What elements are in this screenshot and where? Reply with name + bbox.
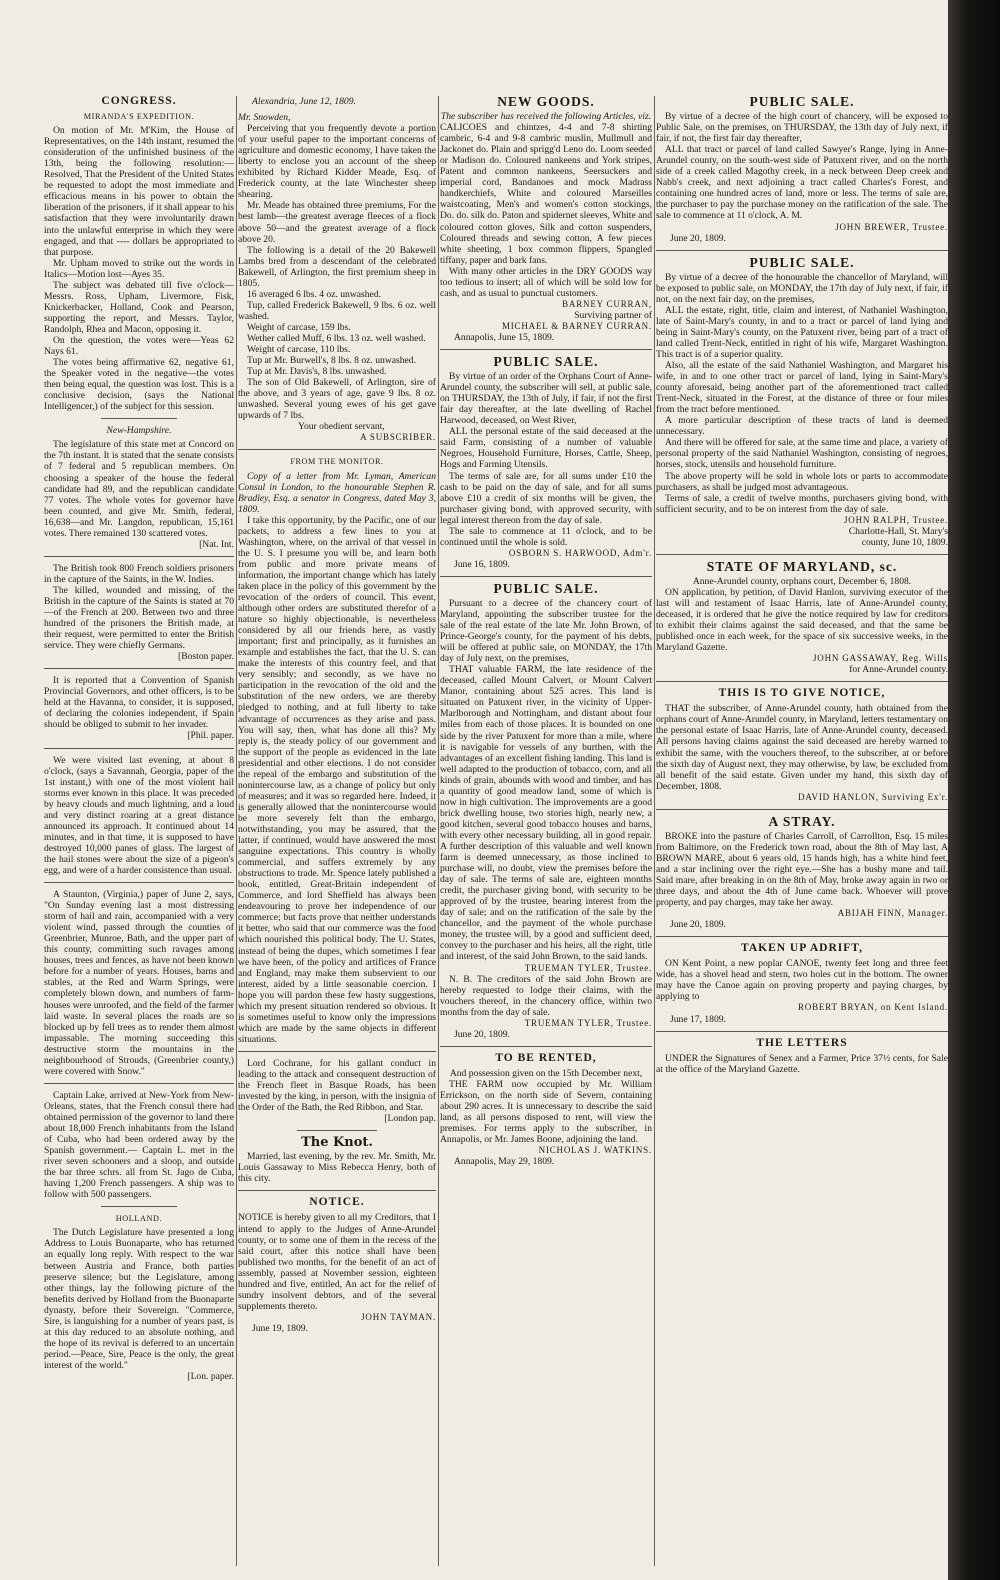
article-text: The subject was debated till five o'clock—Messrs. Ross, Upham, Livermore, Fisk, Knickerbacker, Holland, Cook and Pearson, supporting the report, and Messrs. Taylor, Randolph, Rhea and Macon, opposing it. — [44, 279, 234, 335]
signature: TRUEMAN TYLER, Trustee. — [524, 962, 652, 973]
dateline: Alexandria, June 12, 1809. — [252, 96, 356, 107]
congress-heading: CONGRESS. — [101, 96, 177, 107]
ad-text: BROKE into the pasture of Charles Carroll, of Carrollton, Esq. 15 miles from Baltimore, on the Frederick town road, about the 8th of May last, A BROWN MARE, about 6 years old, 15 hands high, has a white hind feet, and a star inclining over the right eye.—She has a bushy mane and tail. Said mare, after breaking in on the 8th of May, broke away again in two or three days, and about the 4th of June came back. Whoever will prove property, and pay charges, may take her away. — [656, 830, 948, 909]
divider — [101, 1206, 177, 1207]
letter-text: Weight of carcase, 110 lbs. — [247, 344, 351, 356]
source-credit: [Nat. Int. — [199, 538, 234, 550]
divider — [238, 449, 436, 450]
public-sale-heading: PUBLIC SALE. — [493, 354, 599, 370]
divider — [297, 1130, 376, 1131]
new-goods-heading: NEW GOODS. — [497, 96, 595, 109]
to-be-rented-heading: TO BE RENTED, — [495, 1051, 597, 1064]
article-text: It is reported that a Convention of Spanish Provincial Governors, and other officers, is to be held at the Havanna, to consider, it is supposed, of declaring the colonies independent, if Spain should be obliged to submit to her invader. — [44, 675, 234, 731]
article-text: Lord Cochrane, for his gallant conduct in leading to the attack and consequent destruction of the French fleet in Basque Roads, has been invested by the king, in person, with the insignia of the Order of the Bath, the Red Ribbon, and Star. — [238, 1057, 436, 1114]
monitor-heading: FROM THE MONITOR. — [290, 457, 384, 467]
signature: OSBORN S. HARWOOD, Adm'r. — [508, 547, 652, 558]
column-rule — [236, 96, 237, 1566]
letter-text: The son of Old Bakewell, of Arlington, sire of the above, and 3 years of age, gave 9 lbs. 8 oz. unwashed. Several young ewes of his get gave upwards of 7 lbs. — [238, 377, 436, 422]
taken-up-adrift-heading: TAKEN UP ADRIFT, — [741, 942, 863, 955]
court-subhead: Anne-Arundel county, orphans court, December 6, 1808. — [692, 575, 912, 587]
column-rule — [654, 96, 655, 1566]
signature-line: county, June 10, 1809. — [861, 536, 948, 548]
ad-text: The terms of sale are, for all sums under £10 the cash to be paid on the day of sale, and for all sums above £10 a credit of six months will be given, the purchaser giving bond, with approved security, with legal interest thereon from the day of sale. — [440, 470, 652, 526]
public-sale-heading: PUBLIC SALE. — [493, 580, 599, 596]
ad-text: Pursuant to a decree of the chancery court of Maryland, appointing the subscriber trustee for the sale of the real estate of the late Mr. John Brown, of Prince-George's county, for the payment of his debts, will be offered at public sale, on MONDAY, the 17th day of July next, on the premises, — [440, 597, 652, 665]
goods-intro: The subscriber has received the following Articles, viz. — [440, 111, 652, 123]
letter-text: I take this opportunity, by the Pacific, one of our packets, to address a few lines to you at Washington, where, on the arrival of that vessel in the U. S. I presume you will be, and learn both from public and more private means of information, the important change which has lately taken place in the policy of this government by the revocation of the orders of council. This event, although other orders are substituted therefor of a nature so highly objectionable, is nevertheless considered by all our friends here, as vastly important; first and principally, as it furnishes an example and establishes the fact, that the U. S. can make the interests of this country feel, and that very sensibly; and secondly, as we have no participation in the revocation of the old and the substitution of the new orders, we are thereby pledged to nothing, and at full liberty to take advantage of occurrences as they arise and pass. You will say, then, what has done all this? My reply is, the steady policy of our government and the support of the people as evidenced in the late presidential and other elections. I do not consider the repeal of the embargo and substitution of the nonintercourse law, as a change of policy but only of measures; and it was so regarded here. Indeed, it is generally allowed that the nonintercourse would be more severely felt than the embargo, notwithstanding, you may be assured, that the latter, if continued, would have answered the most sanguine expectations. This country is wholly commercial, and suffers extremely by any obstructions to trade. Mr. Spence lately published a book, entitled, Great-Britain independent of Commerce, and lord Sheffield has always been endeavouring to prove her independence of our commerce; but facts prove that neither understands it better, who said that our commerce was the food which nourished this political body. The U. States, instead of being the dupes, which sometimes I fear we have been, of the policy and artifices of France and England, may make them subservient to our interest, aided by a little seasonable coercion. I hope you will pardon these few hasty suggestions, which my present situation rendered so obvious. It is sometimes useful to know only the impressions which are made by the same objects in different situations. — [238, 514, 436, 1045]
letter-text: Tup, called Frederick Bakewell, 9 lbs. 6 oz. well washed. — [238, 299, 436, 322]
signature: ABIJAH FINN, Manager. — [837, 908, 948, 919]
article-text: We were visited last evening, at about 8 o'clock, (says a Savannah, Georgia, paper of the 1st instant,) with one of the most violent hail storms ever known in this place. It was preceded by heavy clouds and much lightning, and a loud and very distinct roaring at a great distance announced its approach. It continued about 14 minutes, and in that time, it is supposed to have destroyed 10,000 panes of glass. The largest of the hail stones were about the size of a pigeon's egg, and were of a harder consistence than usual. — [44, 754, 234, 876]
new-hampshire-heading: New-Hampshire. — [106, 425, 172, 437]
divider — [44, 882, 234, 883]
column-rule — [438, 96, 439, 1566]
ad-text: ON Kent Point, a new poplar CANOE, twenty feet long and three feet wide, has a shovel head and stern, two holes cut in the bottom. The owner may have the Canoe again on proving property and paying charges, by applying to — [656, 958, 948, 1003]
ad-text: With many other articles in the DRY GOODS way too tedious to insert; all of which will be sold low for cash, and as usual to punctual customers. — [440, 265, 652, 299]
divider — [656, 809, 948, 810]
column-3 — [440, 96, 652, 1566]
letter-text: Mr. Meade has obtained three premiums, For the best lamb—the greatest average fleeces of a flock above 50—and the greatest average of a flock above 20. — [238, 200, 436, 245]
ad-text: The sale to commence at 11 o'clock, and to be continued until the whole is sold. — [440, 525, 652, 548]
divider — [238, 1051, 436, 1052]
divider — [440, 1046, 652, 1047]
ad-text: THAT valuable FARM, the late residence of the deceased, called Mount Calvert, or Mount Calvert Manor, containing about 525 acres. This land is situated on Patuxent river, in the vicinity of Upper-Marlborough and Nottingham, and distant about four miles from each of those places. It is bounded on one side by the river Patuxent for more than a mile, where it is navigable for vessels of any burthen, with the advantages of an excellent fishing landing. This land is well adapted to the production of tobacco, corn, and all kinds of grain, abounds with wood and timber, and has a quantity of good meadow land, some of which is now in high cultivation. The improvements are a good brick dwelling house, two stories high, nearly new, a good kitchen, several good tobacco houses and barns, with every other necessary building, all in good repair. A further description of this valuable and well known farm is deemed unnecessary, as those inclined to purchase will, no doubt, view the premises before the day of sale. The terms of sale are, eighteen months credit, the purchaser giving bond, with security to be approved of by the trustee, bearing interest from the day of sale; and on the ratification of the sale by the chancellor, and the payment of the whole purchase money, the trustee will, by a good and sufficient deed, convey to the purchaser and his heirs, all the right, title and interest, of the said John Brown, to the said lands. — [440, 664, 652, 963]
signature: JOHN RALPH, Trustee. — [843, 514, 948, 525]
ad-text: Also, all the estate of the said Nathaniel Washington, and Margaret his wife, in and to one other tract or parcel of land, lying in Saint-Mary's county aforesaid, being another part of the aforementioned tract called Trent-Neck, situated in the Forest, at the distance of three or four miles from the tract before mentioned. — [656, 360, 948, 416]
article-text: On motion of Mr. M'Kim, the House of Representatives, on the 14th instant, resumed the consideration of the unfinished business of the 13th, being the following resolution:— Resolved, That the President of the United States be requested to adopt the most immediate and efficacious means in his power to obtain the liberation of the prisoners, if it shall appear to his satisfaction that they were involuntarily drawn into the unlawful enterprise in which they were engaged, and that ---- dollars be appropriated to that purpose. — [44, 125, 234, 258]
divider — [656, 554, 948, 555]
date: Annapolis, June 15, 1809. — [454, 331, 555, 343]
signature: JOHN GASSAWAY, Reg. Wills — [812, 653, 948, 664]
state-of-maryland-heading: STATE OF MARYLAND, sc. — [706, 558, 898, 574]
date: June 20, 1809. — [670, 232, 726, 244]
article-text: The British took 800 French soldiers prisoners in the capture of the Saints, in the W. Indies. — [44, 562, 234, 585]
ad-text: ALL the estate, right, title, claim and interest, of Nathaniel Washington, late of Saint-Mary's county, in and to a tract or parcel of land lying and being in Saint-Mary's county, on the Patuxent river, being part of a tract of land called Trent-Neck, entitled in right of his wife, Margaret Washington. This tract is of a superior quality. — [656, 304, 948, 360]
date: June 20, 1809. — [670, 919, 726, 931]
letter-text: Perceiving that you frequently devote a portion of your useful paper to the important concerns of agriculture and domestic economy, I have taken the liberty to enclose you an account of the sheep exhibited by Richard Kidder Meade, Esq. of Frederick county, at the late Winchester sheep shearing. — [238, 123, 436, 201]
source-credit: [Phil. paper. — [187, 730, 234, 742]
letter-intro: Copy of a letter from Mr. Lyman, American Consul in London, to the honourable Stephen R. Bradley, Esq. a senator in Congress, dated May 3, 1809. — [238, 470, 436, 515]
article-text: The votes being affirmative 62, negative 61, the Speaker voted in the negative—the votes then being equal, the question was lost. This is a conclusive decision, (says the National Intelligencer,) of the subject for this session. — [44, 357, 234, 413]
divider — [656, 250, 948, 251]
marriage-notice: Married, last evening, by the rev. Mr. Smith, Mr. Louis Gassaway to Miss Rebecca Henry, both of this city. — [238, 1151, 436, 1185]
column-1 — [44, 96, 234, 1566]
letter-text: Tup at Mr. Burwell's, 8 lbs. 8 oz. unwashed. — [247, 355, 416, 367]
signature: NICHOLAS J. WATKINS. — [538, 1145, 652, 1156]
signature: TRUEMAN TYLER, Trustee. — [524, 1017, 652, 1028]
article-text: Mr. Upham moved to strike out the words in Italics—Motion lost—Ayes 35. — [44, 257, 234, 280]
signature: DAVID HANLON, Surviving Ex'r. — [798, 791, 948, 802]
article-text: The killed, wounded and missing, of the British in the capture of the Saints is stated at 70—of the French at 200. Between two and three hundred of the prisoners the British made, at their request, were permitted to enter the British service. They were chiefly Germans. — [44, 584, 234, 652]
salutation: Mr. Snowden, — [238, 112, 291, 124]
article-text: The Dutch Legislature have presented a long Address to Louis Buonaparte, who has returned an equally long reply. With respect to the war between Austria and France, both parties preserve silence; but the Legislature, among other things, lay the following picture of the benefits derived by Holland from the Buonaparte dynasty, before their Sovereign. "Commerce, Sire, is languishing for a number of years past, is at this day reduced to an absolute nothing, and the hope of its revival is deferred to an uncertain period.—Peace, Sire, Peace is the only, the great interest of the world." — [44, 1227, 234, 1371]
holland-heading: HOLLAND. — [115, 1214, 163, 1224]
closing: Your obedient servant, — [298, 421, 385, 433]
signature-line: for Anne-Arundel county. — [849, 664, 948, 676]
source-credit: [Boston paper. — [178, 651, 234, 663]
ad-text: THAT the subscriber, of Anne-Arundel county, hath obtained from the orphans court of Anne-Arundel county, in Maryland, letters testamentary on the personal estate of Isaac Harris, late of Anne-Arundel county, deceased. All persons having claims against the said deceased are hereby warned to exhibit the same, with the vouchers thereof, to the subscriber, at or before the sixth day of August next, they may otherwise, by law, be excluded from all benefit of the said estate. Given under my hand, this sixth day of December, 1808. — [656, 703, 948, 792]
divider — [44, 748, 234, 749]
the-knot-heading: The Knot. — [301, 1135, 373, 1151]
notice-text: NOTICE is hereby given to all my Creditors, that I intend to apply to the Judges of Anne-Arundel county, or to some one of them in the recess of the said court, after this notice shall have been published two months, for the benefit of an act of assembly, passed at November session, eighteen hundred and five, entitled, An act for the relief of sundry insolvent debtors, and of the several supplements thereto. — [238, 1212, 436, 1312]
ad-text: UNDER the Signatures of Senex and a Farmer, Price 37½ cents, for Sale at the office of the Maryland Gazette. — [656, 1052, 948, 1075]
divider — [44, 668, 234, 669]
public-sale-heading: PUBLIC SALE. — [749, 254, 855, 270]
the-letters-heading: THE LETTERS — [756, 1036, 848, 1049]
signature-line: Surviving partner of — [574, 309, 652, 321]
divider — [101, 418, 177, 419]
miranda-subheading: MIRANDA'S EXPEDITION. — [83, 112, 195, 122]
letter-text: 16 averaged 6 lbs. 4 oz. unwashed. — [247, 288, 382, 300]
divider — [656, 681, 948, 682]
ad-text: The above property will be sold in whole lots or parts to accommodate purchasers, as shall be judged most advantageous. — [656, 470, 948, 493]
divider — [238, 1190, 436, 1191]
ad-text: N. B. The creditors of the said John Brown are hereby requested to lodge their claims, with the vouchers thereof, in the chancery office, within two months from the day of sale. — [440, 973, 652, 1018]
source-credit: [London pap. — [384, 1113, 436, 1125]
ad-text: Terms of sale, a credit of twelve months, purchasers giving bond, with sufficient security, and to be on interest from the day of sale. — [656, 492, 948, 515]
divider — [656, 936, 948, 937]
column-4 — [656, 96, 948, 1566]
letter-text: Tup at Mr. Davis's, 8 lbs. unwashed. — [247, 366, 387, 378]
ad-text: By virtue of an order of the Orphans Court of Anne-Arundel county, the subscriber will sell, at public sale, on THURSDAY, the 13th of July, if fair, if not the first fair day thereafter, at the late dwelling of Rachel Harwood, deceased, on West River, — [440, 371, 652, 427]
signature: BARNEY CURRAN, — [562, 298, 652, 309]
date: Annapolis, May 29, 1809. — [454, 1156, 555, 1168]
divider — [44, 556, 234, 557]
signature: JOHN TAYMAN. — [361, 1311, 436, 1322]
signature: A SUBSCRIBER. — [360, 432, 436, 443]
ad-text: ALL that tract or parcel of land called Sawyer's Range, lying in Anne-Arundel county, on the south-west side of Patuxent river, and on the north side of a creek called Magothy creek, in a neck between Deep creek and Nabb's creek, and next adjoining a tract called Charles's Forest, and containing one hundred acres of land, more or less. The terms of sale are, the purchaser to pay the purchase money on the ratification of the sale. The sale to commence at 11 o'clock, A. M. — [656, 144, 948, 222]
article-text: The legislature of this state met at Concord on the 7th instant. It is stated that the senate consists of 7 federal and 5 republican members. On choosing a speaker of the house the federal candidate had 89, and the republican candidate 77 votes. The whole votes for governor have been counted, and give Mr. Smith, federal, 16,638—and Mr. Langdon, republican, 15,161 votes. There remained 130 scattered votes. — [44, 439, 234, 539]
public-sale-heading: PUBLIC SALE. — [749, 96, 855, 109]
ad-text: ALL the personal estate of the said deceased at the said Farm, consisting of a number of valuable Negroes, Household Furniture, Horses, Cattle, Sheep, Hogs and Farming Utensils. — [440, 426, 652, 471]
ad-text: A more particular description of these tracts of land is deemed unnecessary. — [656, 415, 948, 438]
divider — [440, 349, 652, 350]
book-binding-edge — [948, 0, 1000, 1580]
date: June 16, 1809. — [454, 558, 510, 570]
column-2 — [238, 96, 436, 1566]
ad-text: By virtue of a decree of the high court of chancery, will be exposed to Public Sale, on the premises, on THURSDAY, the 13th day of July next, if fair, if not, the first fair day thereafter, — [656, 111, 948, 145]
letter-text: Wether called Muff, 6 lbs. 13 oz. well washed. — [247, 332, 426, 344]
ad-text: And there will be offered for sale, at the same time and place, a variety of personal property of the said Nathaniel Washington, consisting of negroes, horses, stock, utensils and household furniture. — [656, 437, 948, 471]
article-text: A Staunton, (Virginia,) paper of June 2, says, "On Sunday evening last a most distressing storm of hail and rain, accompanied with a very violent wind, passed through the counties of Greenbrier, Munroe, Bath, and the upper part of this county, committing such ravages among houses, trees and fences, as have not been known before for a number of years. Houses, barns and stables, at the Red and Warm Springs, were completely blown down, and numbers of farm-houses were unroofed, and the field of the farmer laid waste. In several places the roads are so blocked up by fell trees as to render them almost impassable. The morning succeeding this destructive storm the mountains in the neighbourhood of Strouds, (Greenbrier county,) were covered with Snow." — [44, 889, 234, 1077]
article-text: On the question, the votes were—Yeas 62 Nays 61. — [44, 334, 234, 358]
divider — [44, 1083, 234, 1084]
letter-text: Weight of carcase, 159 lbs. — [247, 321, 351, 333]
goods-list: CALICOES and chintzes, 4-4 and 7-8 shirting cambric, 6-4 and 9-8 cambric muslin, Mullmull and Jackonet do. Plain and sprigg'd Leno do. Loom seeded or Madison do. Coloured nankeens and York stripes, Patent and common nankeens, Seersuckers and imperial cord, Bandanoes and mock Madrass handkerchiefs, White and coloured Marseilles waistcoating, Men's and women's cotton stockings, Do. do. silk do. Paton and spidernet sleeves, White and coloured cotton gloves, Silk and cotton suspenders, Coloured threads and sewing cotton, A few pieces white sheeting, 1 box common flippers, Spangled tiffany, paper and bark fans. — [440, 122, 652, 266]
notice-heading: NOTICE. — [309, 1196, 365, 1209]
date: June 17, 1809. — [670, 1013, 726, 1025]
a-stray-heading: A STRAY. — [768, 813, 836, 829]
signature: JOHN BREWER, Trustee. — [835, 221, 948, 232]
divider — [440, 576, 652, 577]
ad-text: By virtue of a decree of the honourable the chancellor of Maryland, will be exposed to public sale, on MONDAY, the 17th day of July next, if fair, if not, on the next fair day, on the premises, — [656, 271, 948, 305]
article-text: Captain Lake, arrived at New-York from New-Orleans, states, that the French consul there had obtained permission of the governor to land there about 18,000 French inhabitants from the Island of Cuba, who had been ordered away by the Spanish government.— Captain L. met in the river seven schooners and a sloop, and outside the bar three schrs. all from St. Jago de Cuba, having 1,200 French passengers. A ship was to follow with 500 passengers. — [44, 1089, 234, 1201]
date: June 20, 1809. — [454, 1028, 510, 1040]
source-credit: [Lon. paper. — [187, 1370, 234, 1382]
ad-text: THE FARM now occupied by Mr. William Errickson, on the north side of Severn, containing about 290 acres. It is unnecessary to describe the said land, as all persons disposed to rent, will view the premises. For terms apply to the subscriber, in Annapolis, or Mr. James Boone, adjoining the land. — [440, 1078, 652, 1146]
date: June 19, 1809. — [252, 1322, 308, 1334]
ad-text: ON application, by petition, of David Hanlon, surviving executor of the last will and testament of Isaac Harris, late of Anne-Arundel county, deceased, it is ordered that he give the notice required by law for creditors to exhibit their claims against the said deceased, and that the same be published once in each week, for the space of six successive weeks, in the Maryland Gazette. — [656, 586, 948, 654]
signature: ROBERT BRYAN, on Kent Island. — [798, 1002, 948, 1013]
divider — [656, 1031, 948, 1032]
signature-line: Charlotte-Hall, St. Mary's — [848, 525, 948, 537]
ad-subhead: And possession given on the 15th December next, — [449, 1067, 643, 1079]
signature-line: MICHAEL & BARNEY CURRAN. — [501, 320, 652, 331]
give-notice-heading: THIS IS TO GIVE NOTICE, — [718, 687, 886, 700]
letter-text: The following is a detail of the 20 Bakewell Lambs bred from a descendant of the celebrated Bakewell, of Arlington, the first premium sheep in 1805. — [238, 244, 436, 289]
